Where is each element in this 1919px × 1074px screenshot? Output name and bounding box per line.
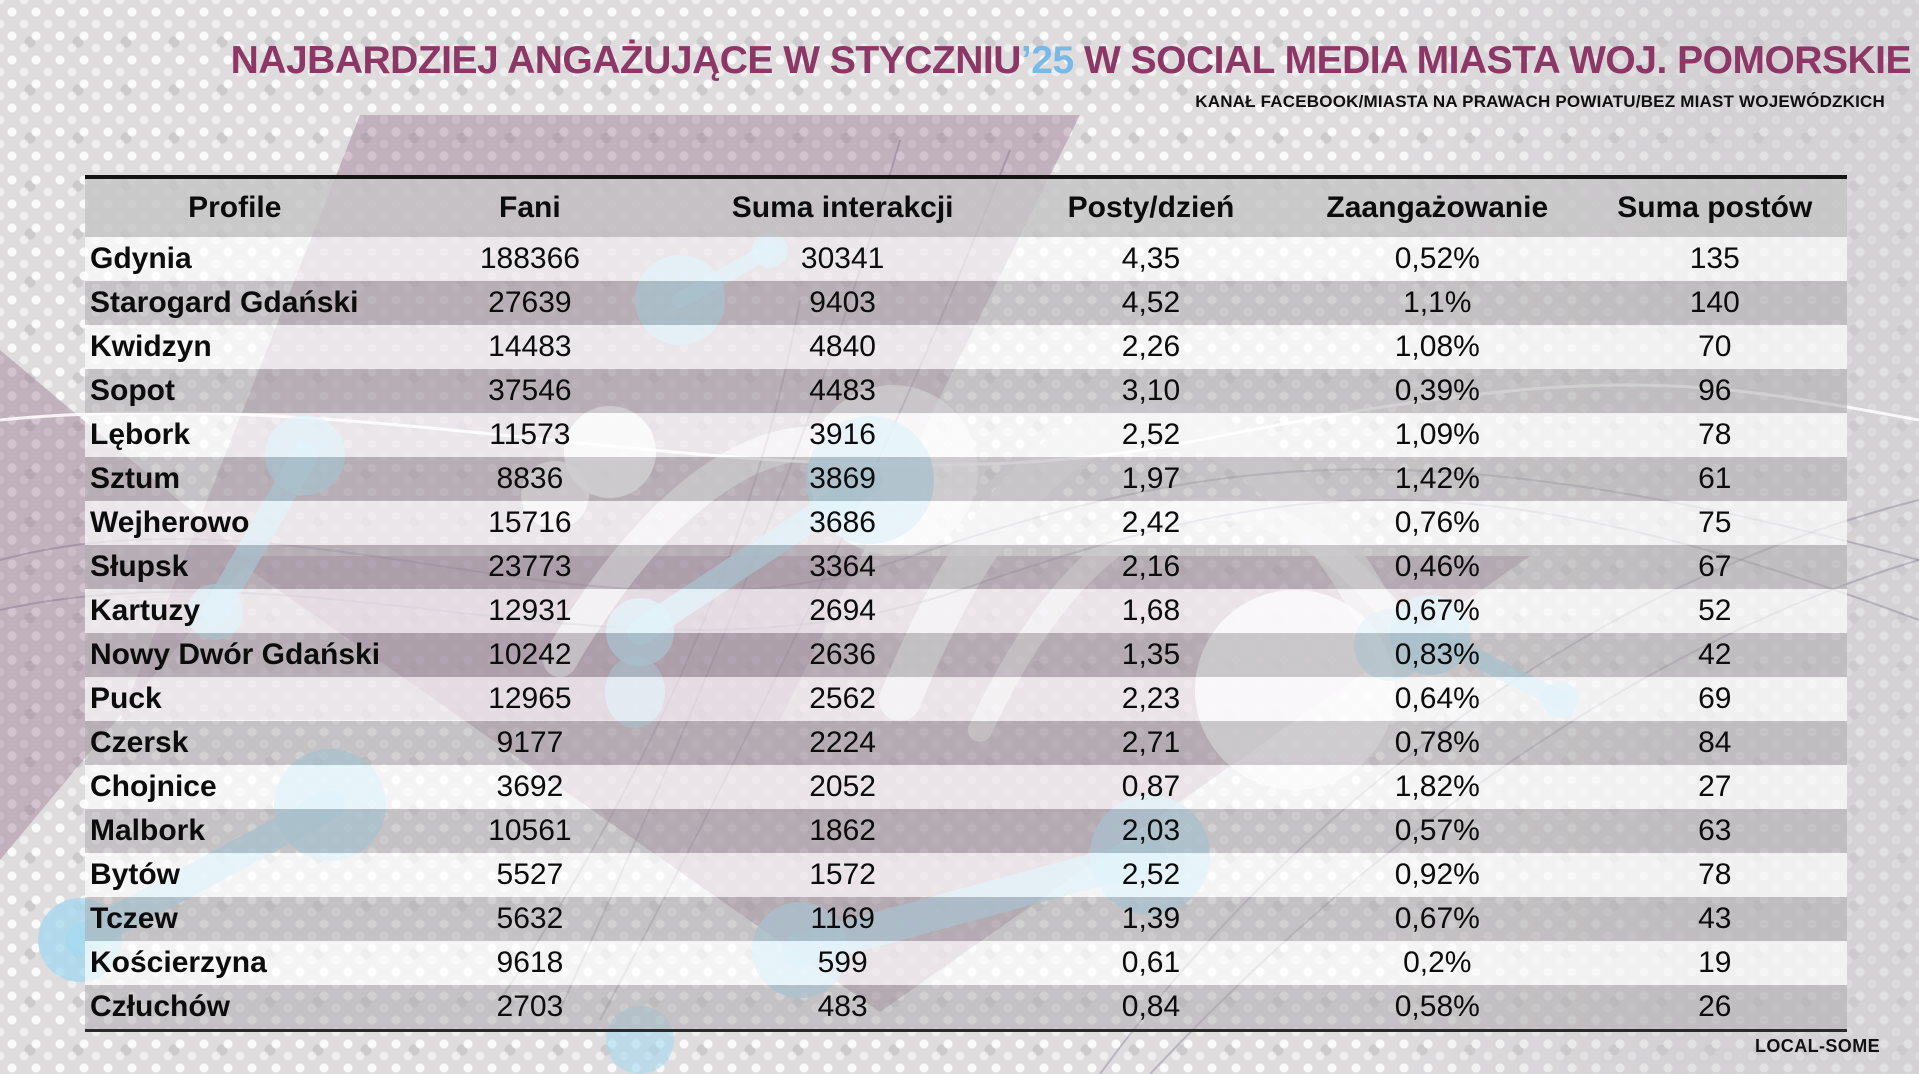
city-name: Malbork — [90, 814, 206, 847]
city-name: Kwidzyn — [90, 330, 212, 363]
value-suma-interakcji: 599 — [817, 946, 868, 979]
table-row — [85, 589, 1847, 633]
value-fani: 27639 — [488, 286, 572, 319]
value-suma-interakcji: 2694 — [809, 594, 876, 627]
value-suma-postow: 70 — [1698, 330, 1732, 363]
value-zaangazowanie: 1,1% — [1403, 286, 1472, 319]
column-header-posty-dzien: Posty/dzień — [1067, 191, 1235, 224]
value-fani: 10561 — [488, 814, 572, 847]
city-name: Puck — [90, 682, 162, 715]
value-suma-interakcji: 9403 — [809, 286, 876, 319]
value-suma-interakcji: 1169 — [810, 902, 875, 935]
value-fani: 37546 — [488, 374, 572, 407]
city-name: Wejherowo — [90, 506, 250, 539]
title-highlight: ’25 — [1020, 39, 1074, 82]
city-name: Gdynia — [90, 242, 192, 275]
value-fani: 15716 — [488, 506, 572, 539]
column-header-fani: Fani — [499, 191, 561, 224]
value-suma-interakcji: 3686 — [809, 506, 876, 539]
value-suma-postow: 69 — [1698, 682, 1732, 715]
page-subtitle: KANAŁ FACEBOOK/MIASTA NA PRAWACH POWIATU/BEZ MIAST WOJEWÓDZKICH — [1195, 92, 1885, 111]
value-suma-postow: 42 — [1698, 638, 1732, 671]
value-zaangazowanie: 0,64% — [1394, 682, 1480, 715]
table-row — [85, 985, 1847, 1029]
city-name: Sopot — [90, 374, 175, 407]
value-posty-dzien: 0,84 — [1121, 990, 1181, 1023]
value-posty-dzien: 1,39 — [1121, 902, 1181, 935]
value-suma-postow: 61 — [1698, 462, 1732, 495]
value-zaangazowanie: 1,08% — [1394, 330, 1480, 363]
column-header-suma-postow: Suma postów — [1617, 191, 1813, 224]
table-row — [85, 721, 1847, 765]
value-suma-postow: 26 — [1698, 990, 1732, 1023]
value-suma-interakcji: 3916 — [809, 418, 876, 451]
value-posty-dzien: 0,87 — [1121, 770, 1181, 803]
city-name: Człuchów — [90, 990, 230, 1023]
value-posty-dzien: 3,10 — [1121, 374, 1181, 407]
value-suma-postow: 78 — [1698, 418, 1732, 451]
value-zaangazowanie: 1,42% — [1394, 462, 1480, 495]
value-suma-interakcji: 483 — [817, 990, 868, 1023]
value-posty-dzien: 2,23 — [1121, 682, 1181, 715]
value-suma-interakcji: 2562 — [809, 682, 876, 715]
value-suma-interakcji: 1862 — [809, 814, 876, 847]
table-row — [85, 809, 1847, 853]
value-suma-postow: 67 — [1698, 550, 1732, 583]
value-zaangazowanie: 1,82% — [1394, 770, 1480, 803]
value-zaangazowanie: 0,76% — [1394, 506, 1480, 539]
value-suma-postow: 52 — [1698, 594, 1732, 627]
value-fani: 9177 — [496, 726, 564, 759]
value-zaangazowanie: 0,67% — [1394, 902, 1480, 935]
value-suma-interakcji: 2636 — [809, 638, 876, 671]
city-name: Lębork — [90, 418, 191, 451]
column-header-suma-interakcji: Suma interakcji — [731, 191, 954, 224]
value-posty-dzien: 2,26 — [1121, 330, 1181, 363]
table-row — [85, 853, 1847, 897]
value-suma-postow: 78 — [1698, 858, 1732, 891]
city-name: Starogard Gdański — [90, 286, 359, 319]
value-posty-dzien: 0,61 — [1121, 946, 1181, 979]
value-zaangazowanie: 0,92% — [1394, 858, 1480, 891]
value-posty-dzien: 2,52 — [1121, 418, 1181, 451]
table-row — [85, 677, 1847, 721]
value-suma-interakcji: 2052 — [809, 770, 876, 803]
value-fani: 8836 — [496, 462, 564, 495]
value-fani: 2703 — [496, 990, 564, 1023]
value-suma-postow: 135 — [1689, 242, 1740, 275]
city-name: Czersk — [90, 726, 189, 759]
brand-logo: LOCAL-SOME — [1755, 1036, 1880, 1056]
city-name: Tczew — [90, 902, 178, 935]
value-suma-interakcji: 2224 — [809, 726, 876, 759]
page-title — [231, 40, 1911, 83]
value-fani: 5527 — [496, 858, 564, 891]
city-name: Kościerzyna — [90, 946, 267, 979]
table-row — [85, 765, 1847, 809]
table-row — [85, 281, 1847, 325]
value-zaangazowanie: 1,09% — [1394, 418, 1480, 451]
value-suma-interakcji: 4483 — [809, 374, 876, 407]
value-fani: 23773 — [488, 550, 572, 583]
column-header-profile: Profile — [188, 191, 282, 224]
value-suma-interakcji: 3869 — [809, 462, 876, 495]
value-fani: 11573 — [489, 418, 571, 451]
value-posty-dzien: 4,35 — [1121, 242, 1181, 275]
city-name: Chojnice — [90, 770, 217, 803]
value-posty-dzien: 1,68 — [1121, 594, 1181, 627]
value-fani: 10242 — [488, 638, 572, 671]
value-fani: 9618 — [496, 946, 564, 979]
value-suma-postow: 19 — [1698, 946, 1732, 979]
value-fani: 188366 — [479, 242, 580, 275]
city-name: Sztum — [90, 462, 180, 495]
value-posty-dzien: 4,52 — [1121, 286, 1181, 319]
value-posty-dzien: 2,71 — [1121, 726, 1181, 759]
table-row — [85, 897, 1847, 941]
column-header-zaangazowanie: Zaangażowanie — [1326, 191, 1549, 224]
table-row — [85, 941, 1847, 985]
value-zaangazowanie: 0,52% — [1394, 242, 1480, 275]
value-posty-dzien: 2,03 — [1121, 814, 1181, 847]
value-posty-dzien: 1,35 — [1121, 638, 1181, 671]
value-posty-dzien: 2,16 — [1121, 550, 1181, 583]
value-suma-postow: 75 — [1698, 506, 1732, 539]
table-header-row — [85, 179, 1847, 237]
table-row — [85, 457, 1847, 501]
title-part1: NAJBARDZIEJ ANGAŻUJĄCE W STYCZNIU — [230, 39, 1021, 82]
value-zaangazowanie: 0,2% — [1403, 946, 1472, 979]
value-fani: 5632 — [496, 902, 564, 935]
table-row — [85, 413, 1847, 457]
table-row — [85, 237, 1847, 281]
value-suma-interakcji: 4840 — [809, 330, 876, 363]
city-name: Słupsk — [90, 550, 189, 583]
value-zaangazowanie: 0,46% — [1394, 550, 1480, 583]
value-posty-dzien: 2,52 — [1121, 858, 1181, 891]
value-fani: 14483 — [488, 330, 572, 363]
value-posty-dzien: 1,97 — [1121, 462, 1181, 495]
data-table — [85, 175, 1847, 1032]
value-suma-postow: 96 — [1698, 374, 1732, 407]
title-part2: W SOCIAL MEDIA MIASTA WOJ. POMORSKIE — [1073, 39, 1911, 82]
table-row — [85, 633, 1847, 677]
value-zaangazowanie: 0,57% — [1394, 814, 1480, 847]
value-suma-postow: 63 — [1698, 814, 1732, 847]
value-suma-postow: 27 — [1698, 770, 1732, 803]
table-row — [85, 545, 1847, 589]
value-posty-dzien: 2,42 — [1121, 506, 1181, 539]
table-body — [85, 237, 1847, 1029]
value-fani: 3692 — [496, 770, 564, 803]
value-suma-interakcji: 30341 — [800, 242, 885, 275]
city-name: Kartuzy — [90, 594, 201, 627]
value-zaangazowanie: 0,78% — [1394, 726, 1480, 759]
table-row — [85, 369, 1847, 413]
value-suma-postow: 84 — [1698, 726, 1732, 759]
value-suma-interakcji: 3364 — [809, 550, 876, 583]
value-fani: 12931 — [488, 594, 572, 627]
value-zaangazowanie: 0,39% — [1394, 374, 1480, 407]
table-row — [85, 325, 1847, 369]
city-name: Bytów — [90, 858, 180, 891]
value-zaangazowanie: 0,83% — [1394, 638, 1480, 671]
value-zaangazowanie: 0,58% — [1394, 990, 1480, 1023]
value-suma-postow: 43 — [1698, 902, 1732, 935]
value-suma-interakcji: 1572 — [809, 858, 876, 891]
city-name: Nowy Dwór Gdański — [90, 638, 381, 671]
value-suma-postow: 140 — [1689, 286, 1740, 319]
value-fani: 12965 — [488, 682, 572, 715]
table-row — [85, 501, 1847, 545]
value-zaangazowanie: 0,67% — [1394, 594, 1480, 627]
